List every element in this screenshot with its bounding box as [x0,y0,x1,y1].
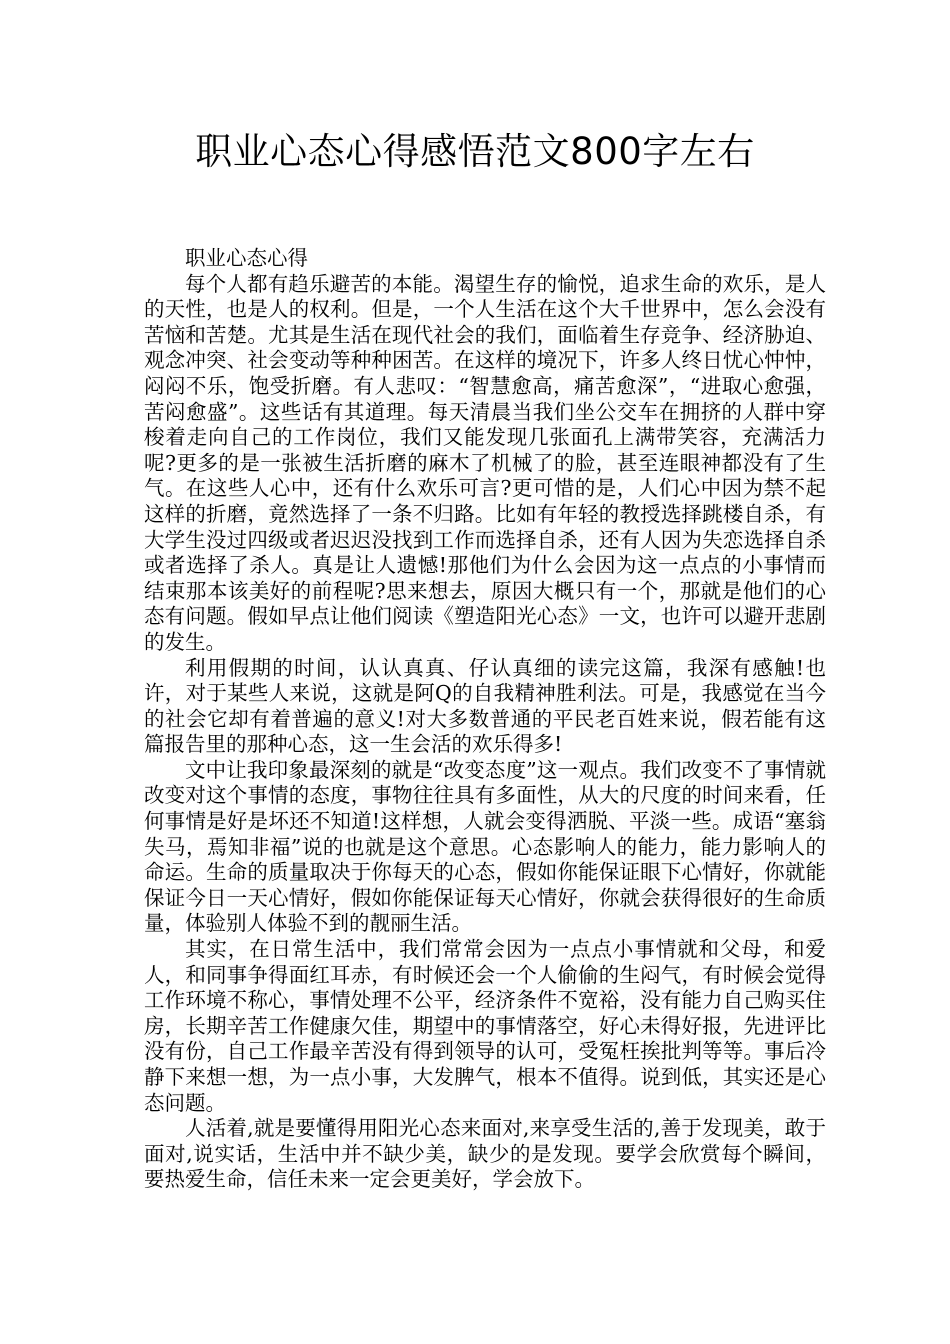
section-heading: 职业心态心得 [185,246,308,270]
paragraph-4: 其实，在日常生活中，我们常常会因为一点点小事情就和父母，和爱人，和同事争得面红耳赤，有时候还会一个人偷偷的生闷气，有时候会觉得工作环境不称心，事情处理不公平，经济条件不宽裕，没有能力自己购买住房，长期辛苦工作健康欠佳，期望中的事情落空，好心未得好报，先进评比没有份，自己工作最辛苦没有得到领导的认可，受冤枉挨批判等等。事后冷静下来想一想，为一点小事，大发脾气，根本不值得。说到低，其实还是心态问题。 [144,937,826,1115]
document-body [144,246,826,1193]
paragraph-2: 利用假期的时间，认认真真、仔认真细的读完这篇，我深有感触!也许，对于某些人来说，这就是阿Q的自我精神胜利法。可是，我感觉在当今的社会它却有着普遍的意义!对大多数普通的平民老百姓来说，假若能有这篇报告里的那种心态，这一生会活的欢乐得多! [144,655,826,757]
paragraph-5: 人活着,就是要懂得用阳光心态来面对,来享受生活的,善于发现美，敢于面对,说实话，生活中并不缺少美，缺少的是发现。要学会欣赏每个瞬间，要热爱生命，信任未来一定会更美好，学会放下。 [144,1116,826,1192]
paragraph-3: 文中让我印象最深刻的就是“改变态度”这一观点。我们改变不了事情就改变对这个事情的态度，事物往往具有多面性，从大的尺度的时间来看，任何事情是好是坏还不知道!这样想，人就会变得洒脱、平淡一些。成语“塞翁失马，焉知非福”说的也就是这个意思。心态影响人的能力，能力影响人的命运。生命的质量取决于你每天的心态，假如你能保证眼下心情好，你就能保证今日一天心情好，假如你能保证每天心情好，你就会获得很好的生命质量，体验别人体验不到的靓丽生活。 [144,757,826,936]
paragraph-1: 每个人都有趋乐避苦的本能。渴望生存的愉悦，追求生命的欢乐，是人的天性，也是人的权利。但是，一个人生活在这个大千世界中，怎么会没有苦恼和苦楚。尤其是生活在现代社会的我们，面临着生存竞争、经济胁迫、观念冲突、社会变动等种种困苦。在这样的境况下，许多人终日忧心忡忡，闷闷不乐，饱受折磨。有人悲叹：“智慧愈高，痛苦愈深”，“进取心愈强，苦闷愈盛”。这些话有其道理。每天清晨当我们坐公交车在拥挤的人群中穿梭着走向自己的工作岗位，我们又能发现几张面孔上满带笑容，充满活力呢?更多的是一张被生活折磨的麻木了机械了的脸，甚至连眼神都没有了生气。在这些人心中，还有什么欢乐可言?更可惜的是，人们心中因为禁不起这样的折磨，竟然选择了一条不归路。比如有年轻的教授选择跳楼自杀，有大学生没过四级或者迟迟没找到工作而选择自杀，还有人因为失恋选择自杀或者选择了杀人。真是让人遗憾!那他们为什么会因为这一点点的小事情而结束那本该美好的前程呢?思来想去，原因大概只有一个，那就是他们的心态有问题。假如早点让他们阅读《塑造阳光心态》一文，也许可以避开悲剧的发生。 [144,271,826,654]
document-title: 职业心态心得感悟范文800字左右 [195,130,755,173]
